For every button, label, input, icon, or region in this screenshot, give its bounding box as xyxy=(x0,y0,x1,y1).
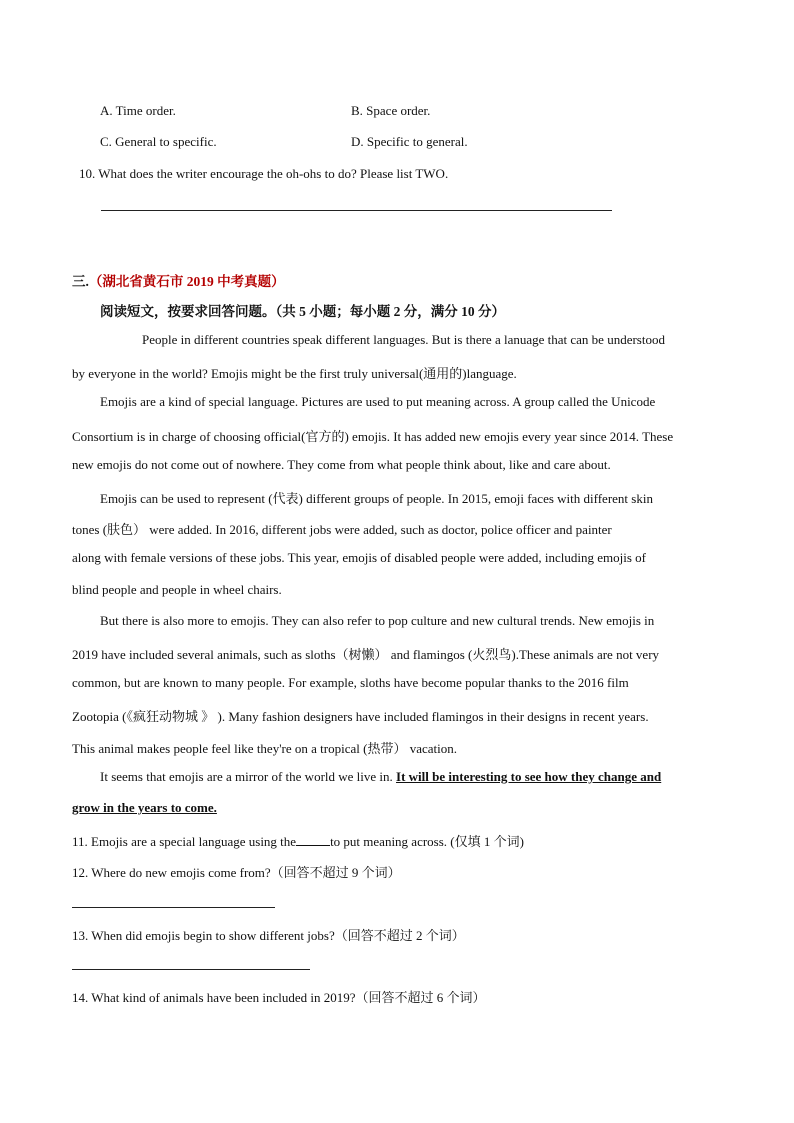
q9-option-d: D. Specific to general. xyxy=(351,134,468,149)
passage-p4-line2: 2019 have included several animals, such as sloths（树懒） and flamingos (火烈鸟).These animals are not very xyxy=(72,647,660,662)
question-11-part2: to put meaning across. (仅填 1 个词) xyxy=(330,834,524,849)
answer-line-13[interactable] xyxy=(72,969,310,970)
answer-line-12[interactable] xyxy=(72,907,275,908)
passage-p4-line4: Zootopia (《疯狂动物城 》 ). Many fashion designers have included flamingos in their designs in recent years. xyxy=(72,709,649,724)
passage-p5-underlined: It will be interesting to see how they change and xyxy=(396,769,662,784)
passage-p4-line3: common, but are known to many people. For example, sloths have become popular thanks to the 2016 film xyxy=(72,675,629,690)
section-heading xyxy=(72,270,285,290)
passage-p1-line1: People in different countries speak different languages. But is there a lanuage that can be understood xyxy=(142,332,665,347)
passage-p3-line4: blind people and people in wheel chairs. xyxy=(72,582,282,597)
answer-blank-11[interactable] xyxy=(296,833,330,846)
question-10: 10. What does the writer encourage the oh-ohs to do? Please list TWO. xyxy=(79,166,449,181)
q9-option-b: B. Space order. xyxy=(351,103,431,118)
question-13: 13. When did emojis begin to show different jobs?（回答不超过 2 个词） xyxy=(72,928,465,943)
passage-p1-line2: by everyone in the world? Emojis might be the first truly universal(通用的)language. xyxy=(72,366,517,381)
q9-option-c: C. General to specific. xyxy=(100,134,217,149)
question-11-part1: 11. Emojis are a special language using the xyxy=(72,834,297,849)
section-number: 三. xyxy=(72,274,89,289)
passage-p5-line2: grow in the years to come. xyxy=(72,800,217,815)
q9-option-a: A. Time order. xyxy=(100,103,176,118)
passage-p3-line2: tones (肤色） were added. In 2016, different jobs were added, such as doctor, police officer and painter xyxy=(72,522,612,537)
question-14: 14. What kind of animals have been included in 2019?（回答不超过 6 个词） xyxy=(72,990,486,1005)
passage-p2-line1: Emojis are a kind of special language. Pictures are used to put meaning across. A group called the Unicode xyxy=(100,394,656,409)
passage-p3-line3: along with female versions of these jobs. This year, emojis of disabled people were added, including emojis of xyxy=(72,550,646,565)
passage-p2-line2: Consortium is in charge of choosing official(官方的) emojis. It has added new emojis every year since 2014. These xyxy=(72,429,674,444)
passage-p2-line3: new emojis do not come out of nowhere. They come from what people think about, like and care about. xyxy=(72,457,611,472)
section-source: （湖北省黄石市 2019 中考真题） xyxy=(88,274,285,289)
passage-p4-line1: But there is also more to emojis. They can also refer to pop culture and new cultural trends. New emojis in xyxy=(100,613,655,628)
passage-p4-line5: This animal makes people feel like they're on a tropical (热带） vacation. xyxy=(72,741,457,756)
passage-p5-plain: It seems that emojis are a mirror of the world we live in. xyxy=(100,769,393,784)
answer-line-10 xyxy=(101,210,612,211)
passage-p5-line1 xyxy=(100,769,661,785)
passage-p3-line1: Emojis can be used to represent (代表) different groups of people. In 2015, emoji faces with different skin xyxy=(100,491,653,506)
question-11 xyxy=(72,831,524,850)
question-12: 12. Where do new emojis come from?（回答不超过 9 个词） xyxy=(72,865,401,880)
section-instruction: 阅读短文，按要求回答问题。（共 5 小题；每小题 2 分，满分 10 分） xyxy=(100,304,505,319)
